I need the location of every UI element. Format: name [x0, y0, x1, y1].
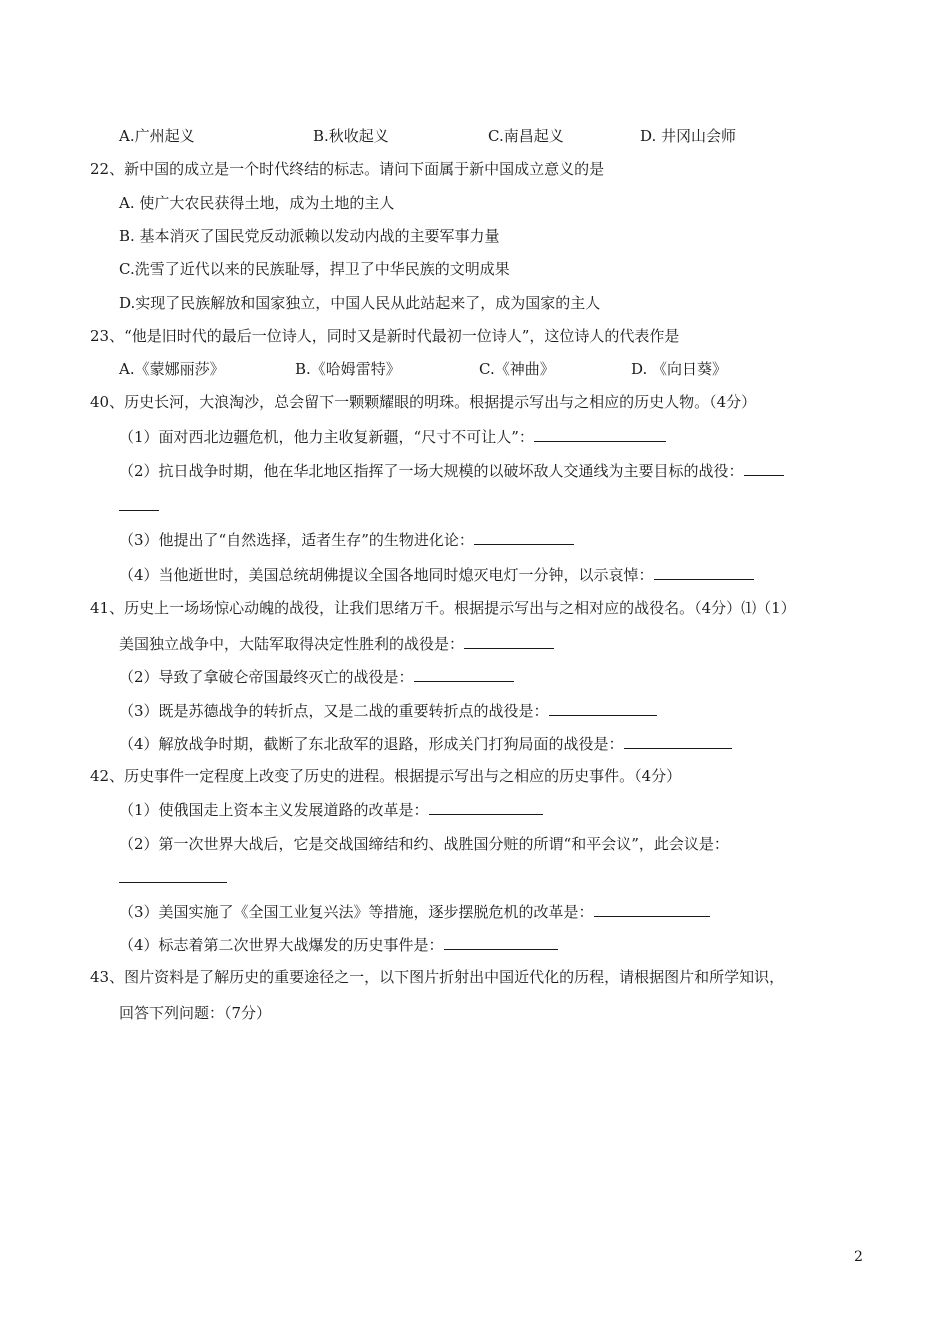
answer-blank[interactable] — [444, 935, 558, 950]
q41-item-2-text: （2）导致了拿破仑帝国最终灭亡的战役是： — [119, 668, 414, 686]
q43-stem: 43、图片资料是了解历史的重要途径之一，以下图片折射出中国近代化的历程，请根据图片和所学知识， — [90, 968, 785, 986]
answer-blank[interactable] — [414, 667, 514, 682]
q22-option-c: C.洗雪了近代以来的民族耻辱，捍卫了中华民族的文明成果 — [119, 260, 510, 278]
q22-option-b: B. 基本消灭了国民党反动派赖以发动内战的主要军事力量 — [119, 227, 500, 245]
q43-stem-continuation: 回答下列问题：（7分） — [119, 1004, 272, 1022]
q21-option-d: D. 井冈山会师 — [640, 127, 737, 145]
q41-item-3 — [119, 701, 657, 721]
q22-option-a: A. 使广大农民获得土地，成为土地的主人 — [119, 194, 395, 212]
q23-option-d: D. 《向日葵》 — [631, 360, 728, 378]
q41-item-2 — [119, 667, 514, 687]
q40-item-2-continuation — [119, 496, 159, 516]
answer-blank[interactable] — [594, 902, 710, 917]
answer-blank[interactable] — [474, 530, 574, 545]
q41-item-4 — [119, 734, 732, 754]
q41-item-1-text: 美国独立战争中，大陆军取得决定性胜利的战役是： — [119, 635, 465, 653]
q21-option-a: A.广州起义 — [119, 127, 195, 145]
q23-option-c: C.《神曲》 — [479, 360, 555, 378]
q23-option-a: A.《蒙娜丽莎》 — [119, 360, 225, 378]
q21-option-c: C.南昌起义 — [488, 127, 564, 145]
q40-item-2 — [119, 461, 784, 481]
q41-item-3-text: （3）既是苏德战争的转折点，又是二战的重要转折点的战役是： — [119, 702, 549, 720]
q40-stem: 40、历史长河，大浪淘沙，总会留下一颗颗耀眼的明珠。根据提示写出与之相应的历史人物。（4分） — [90, 393, 757, 411]
q41-item-1 — [119, 634, 554, 654]
q40-item-2-text: （2）抗日战争时期，他在华北地区指挥了一场大规模的以破坏敌人交通线为主要目标的战役： — [119, 462, 744, 480]
q42-item-1-text: （1）使俄国走上资本主义发展道路的改革是： — [119, 801, 429, 819]
q42-item-4 — [119, 935, 558, 955]
q42-stem: 42、历史事件一定程度上改变了历史的进程。根据提示写出与之相应的历史事件。（4分） — [90, 767, 682, 785]
answer-blank[interactable] — [654, 565, 754, 580]
answer-blank[interactable] — [549, 701, 657, 716]
answer-blank[interactable] — [744, 461, 784, 476]
answer-blank[interactable] — [624, 734, 732, 749]
q22-option-d: D.实现了民族解放和国家独立，中国人民从此站起来了，成为国家的主人 — [119, 294, 601, 312]
page-number: 2 — [854, 1249, 863, 1265]
q40-item-1 — [119, 427, 666, 447]
q40-item-4 — [119, 565, 754, 585]
q40-item-4-text: （4）当他逝世时，美国总统胡佛提议全国各地同时熄灭电灯一分钟，以示哀悼： — [119, 566, 654, 584]
q40-item-1-text: （1）面对西北边疆危机，他力主收复新疆，“尺寸不可让人”： — [119, 428, 534, 446]
answer-blank[interactable] — [429, 800, 543, 815]
q22-stem: 22、新中国的成立是一个时代终结的标志。请问下面属于新中国成立意义的是 — [90, 160, 605, 178]
q42-item-4-text: （4）标志着第二次世界大战爆发的历史事件是： — [119, 936, 444, 954]
q42-item-2-continuation — [119, 868, 227, 888]
q42-item-3-text: （3）美国实施了《全国工业复兴法》等措施，逐步摆脱危机的改革是： — [119, 903, 594, 921]
answer-blank[interactable] — [119, 868, 227, 883]
q41-stem: 41、历史上一场场惊心动魄的战役，让我们思绪万千。根据提示写出与之相对应的战役名。（4分）⑴（1） — [90, 599, 796, 617]
q23-option-b: B.《哈姆雷特》 — [295, 360, 401, 378]
answer-blank-continued[interactable] — [119, 496, 159, 511]
q41-item-4-text: （4）解放战争时期，截断了东北敌军的退路，形成关门打狗局面的战役是： — [119, 735, 624, 753]
answer-blank[interactable] — [464, 634, 554, 649]
q42-item-3 — [119, 902, 710, 922]
q42-item-2-text: （2）第一次世界大战后，它是交战国缔结和约、战胜国分赃的所谓“和平会议”，此会议是： — [119, 835, 729, 853]
q40-item-3 — [119, 530, 574, 550]
q42-item-2 — [119, 834, 729, 854]
q23-stem: 23、“他是旧时代的最后一位诗人，同时又是新时代最初一位诗人”，这位诗人的代表作是 — [90, 327, 680, 345]
answer-blank[interactable] — [534, 427, 666, 442]
q40-item-3-text: （3）他提出了“自然选择，适者生存”的生物进化论： — [119, 531, 474, 549]
q42-item-1 — [119, 800, 543, 820]
q21-option-b: B.秋收起义 — [313, 127, 389, 145]
